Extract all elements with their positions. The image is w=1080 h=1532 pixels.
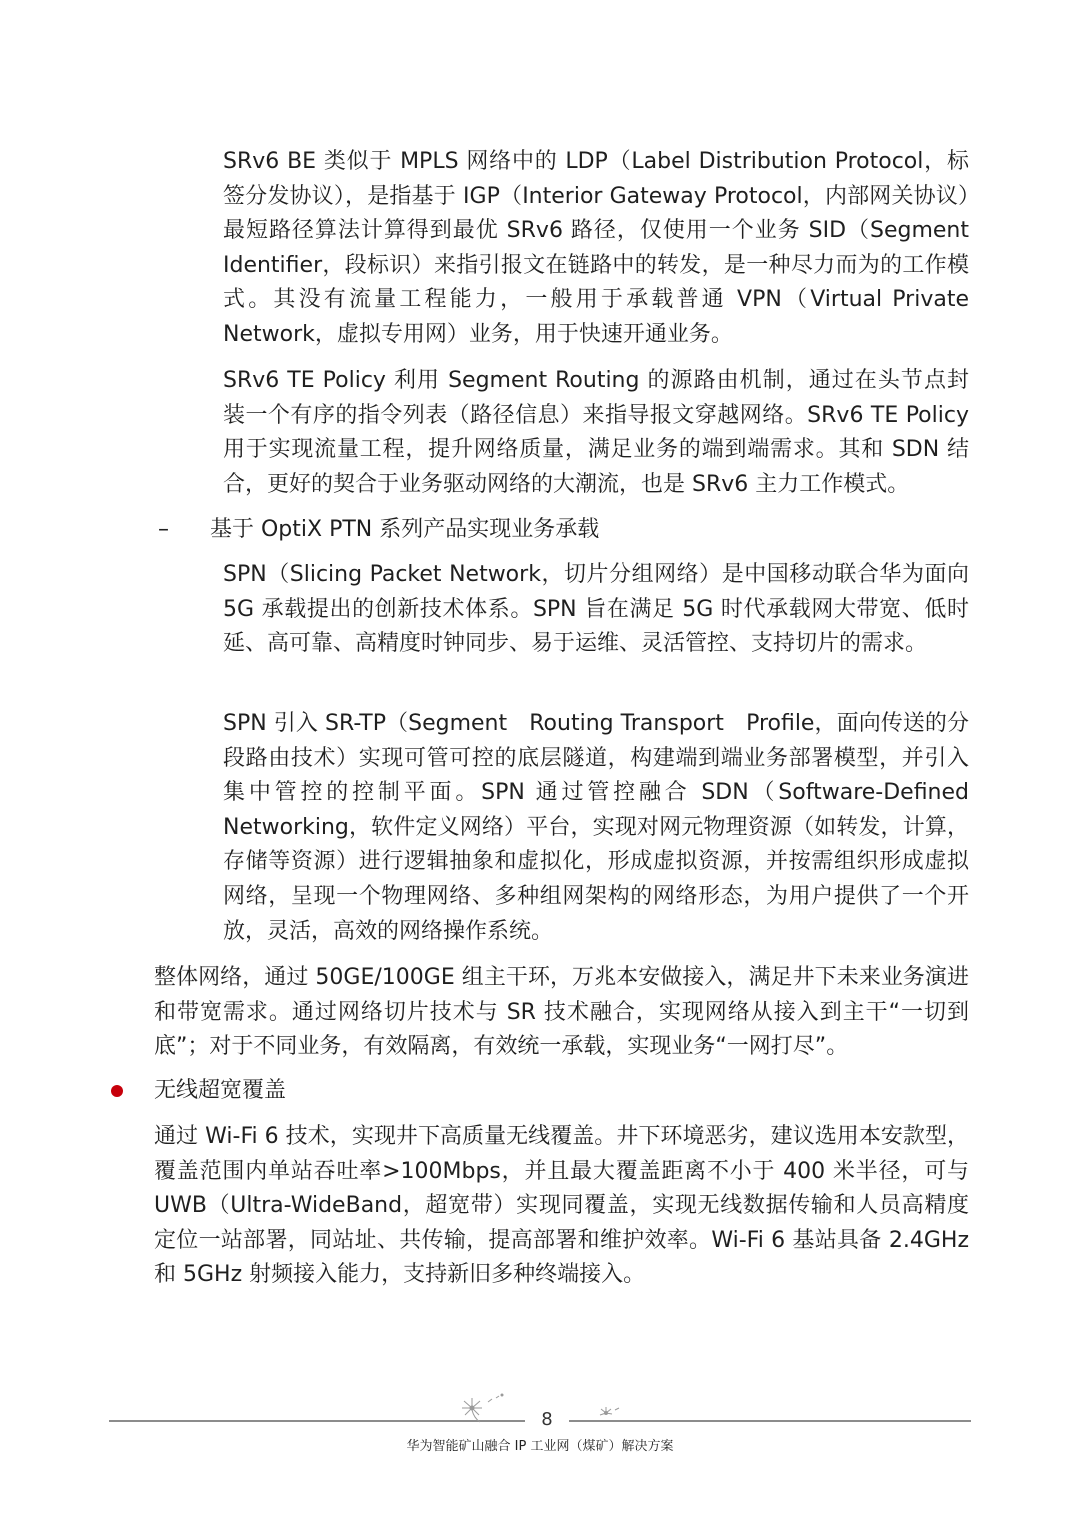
dash-marker: – [158,517,169,542]
dash-list-item [154,513,969,548]
dandelion-icon [458,1392,506,1424]
paragraph-srv6-te-policy: SRv6 TE Policy 利用 Segment Routing 的源路由机制，通过在头节点封装一个有序的指令列表（路径信息）来指导报文穿越网络。SRv6 TE Policy 用于实现流量工程，提升网络质量，满足业务的端到端需求。其和 SDN 结合，更好的契合于业务驱动网络的大潮流，也是 SRv6 主力工作模式。 [223,368,969,497]
paragraph-overall-network: 整体网络，通过 50GE/100GE 组主干环，万兆本安做接入，满足井下未来业务演进和带宽需求。通过网络切片技术与 SR 技术融合，实现网络从接入到主干“一切到底”；对于不同业务，有效隔离，有效统一承载，实现业务“一网打尽”。 [154,965,969,1060]
footer-rule-right [569,1420,971,1422]
footer-document-title: 华为智能矿山融合 IP 工业网（煤矿）解决方案 [406,1439,674,1454]
bullet-heading: 无线超宽覆盖 [154,1078,287,1103]
red-dot-bullet-icon [111,1085,123,1097]
page-number: 8 [541,1409,553,1430]
bullet-list-item [100,1074,970,1109]
dash-list-item-label: 基于 OptiX PTN 系列产品实现业务承载 [210,517,600,542]
paragraph-wifi6: 通过 Wi-Fi 6 技术，实现井下高质量无线覆盖。井下环境恶劣，建议选用本安款型，覆盖范围内单站吞吐率>100Mbps，并且最大覆盖距离不小于 400 米半径，可与 UWB（Ultra-WideBand，超宽带）实现同覆盖，实现无线数据传输和人员高精度定位一站部署，同站址、共传输，提高部署和维护效率。Wi-Fi 6 基站具备 2.4GHz 和 5GHz 射频接入能力，支持新旧多种终端接入。 [154,1124,969,1288]
paragraph-spn-intro: SPN（Slicing Packet Network，切片分组网络）是中国移动联合华为面向 5G 承载提出的创新技术体系。SPN 旨在满足 5G 时代承载网大带宽、低时延、高可靠、高精度时钟同步、易于运维、灵活管控、支持切片的需求。 [223,562,969,657]
paragraph-srv6-be: SRv6 BE 类似于 MPLS 网络中的 LDP（Label Distribution Protocol，标签分发协议），是指基于 IGP（Interior Gateway Protocol，内部网关协议）最短路径算法计算得到最优 SRv6 路径，仅使用一个业务 SID（Segment Identifier，段标识）来指引报文在链路中的转发，是一种尽力而为的工作模式。其没有流量工程能力，一般用于承载普通 VPN（Virtual Private Network，虚拟专用网）业务，用于快速开通业务。 [223,149,969,347]
dandelion-small-icon [597,1404,623,1422]
paragraph-spn-sr-tp: SPN 引入 SR-TP（Segment Routing Transport Profile，面向传送的分段路由技术）实现可管可控的底层隧道，构建端到端业务部署模型，并引入集中管控的控制平面。SPN 通过管控融合 SDN（Software-Defined Networking，软件定义网络）平台，实现对网元物理资源（如转发，计算，存储等资源）进行逻辑抽象和虚拟化，形成虚拟资源，并按需组织形成虚拟网络，呈现一个物理网络、多种组网架构的网络形态，为用户提供了一个开放，灵活，高效的网络操作系统。 [223,711,969,944]
